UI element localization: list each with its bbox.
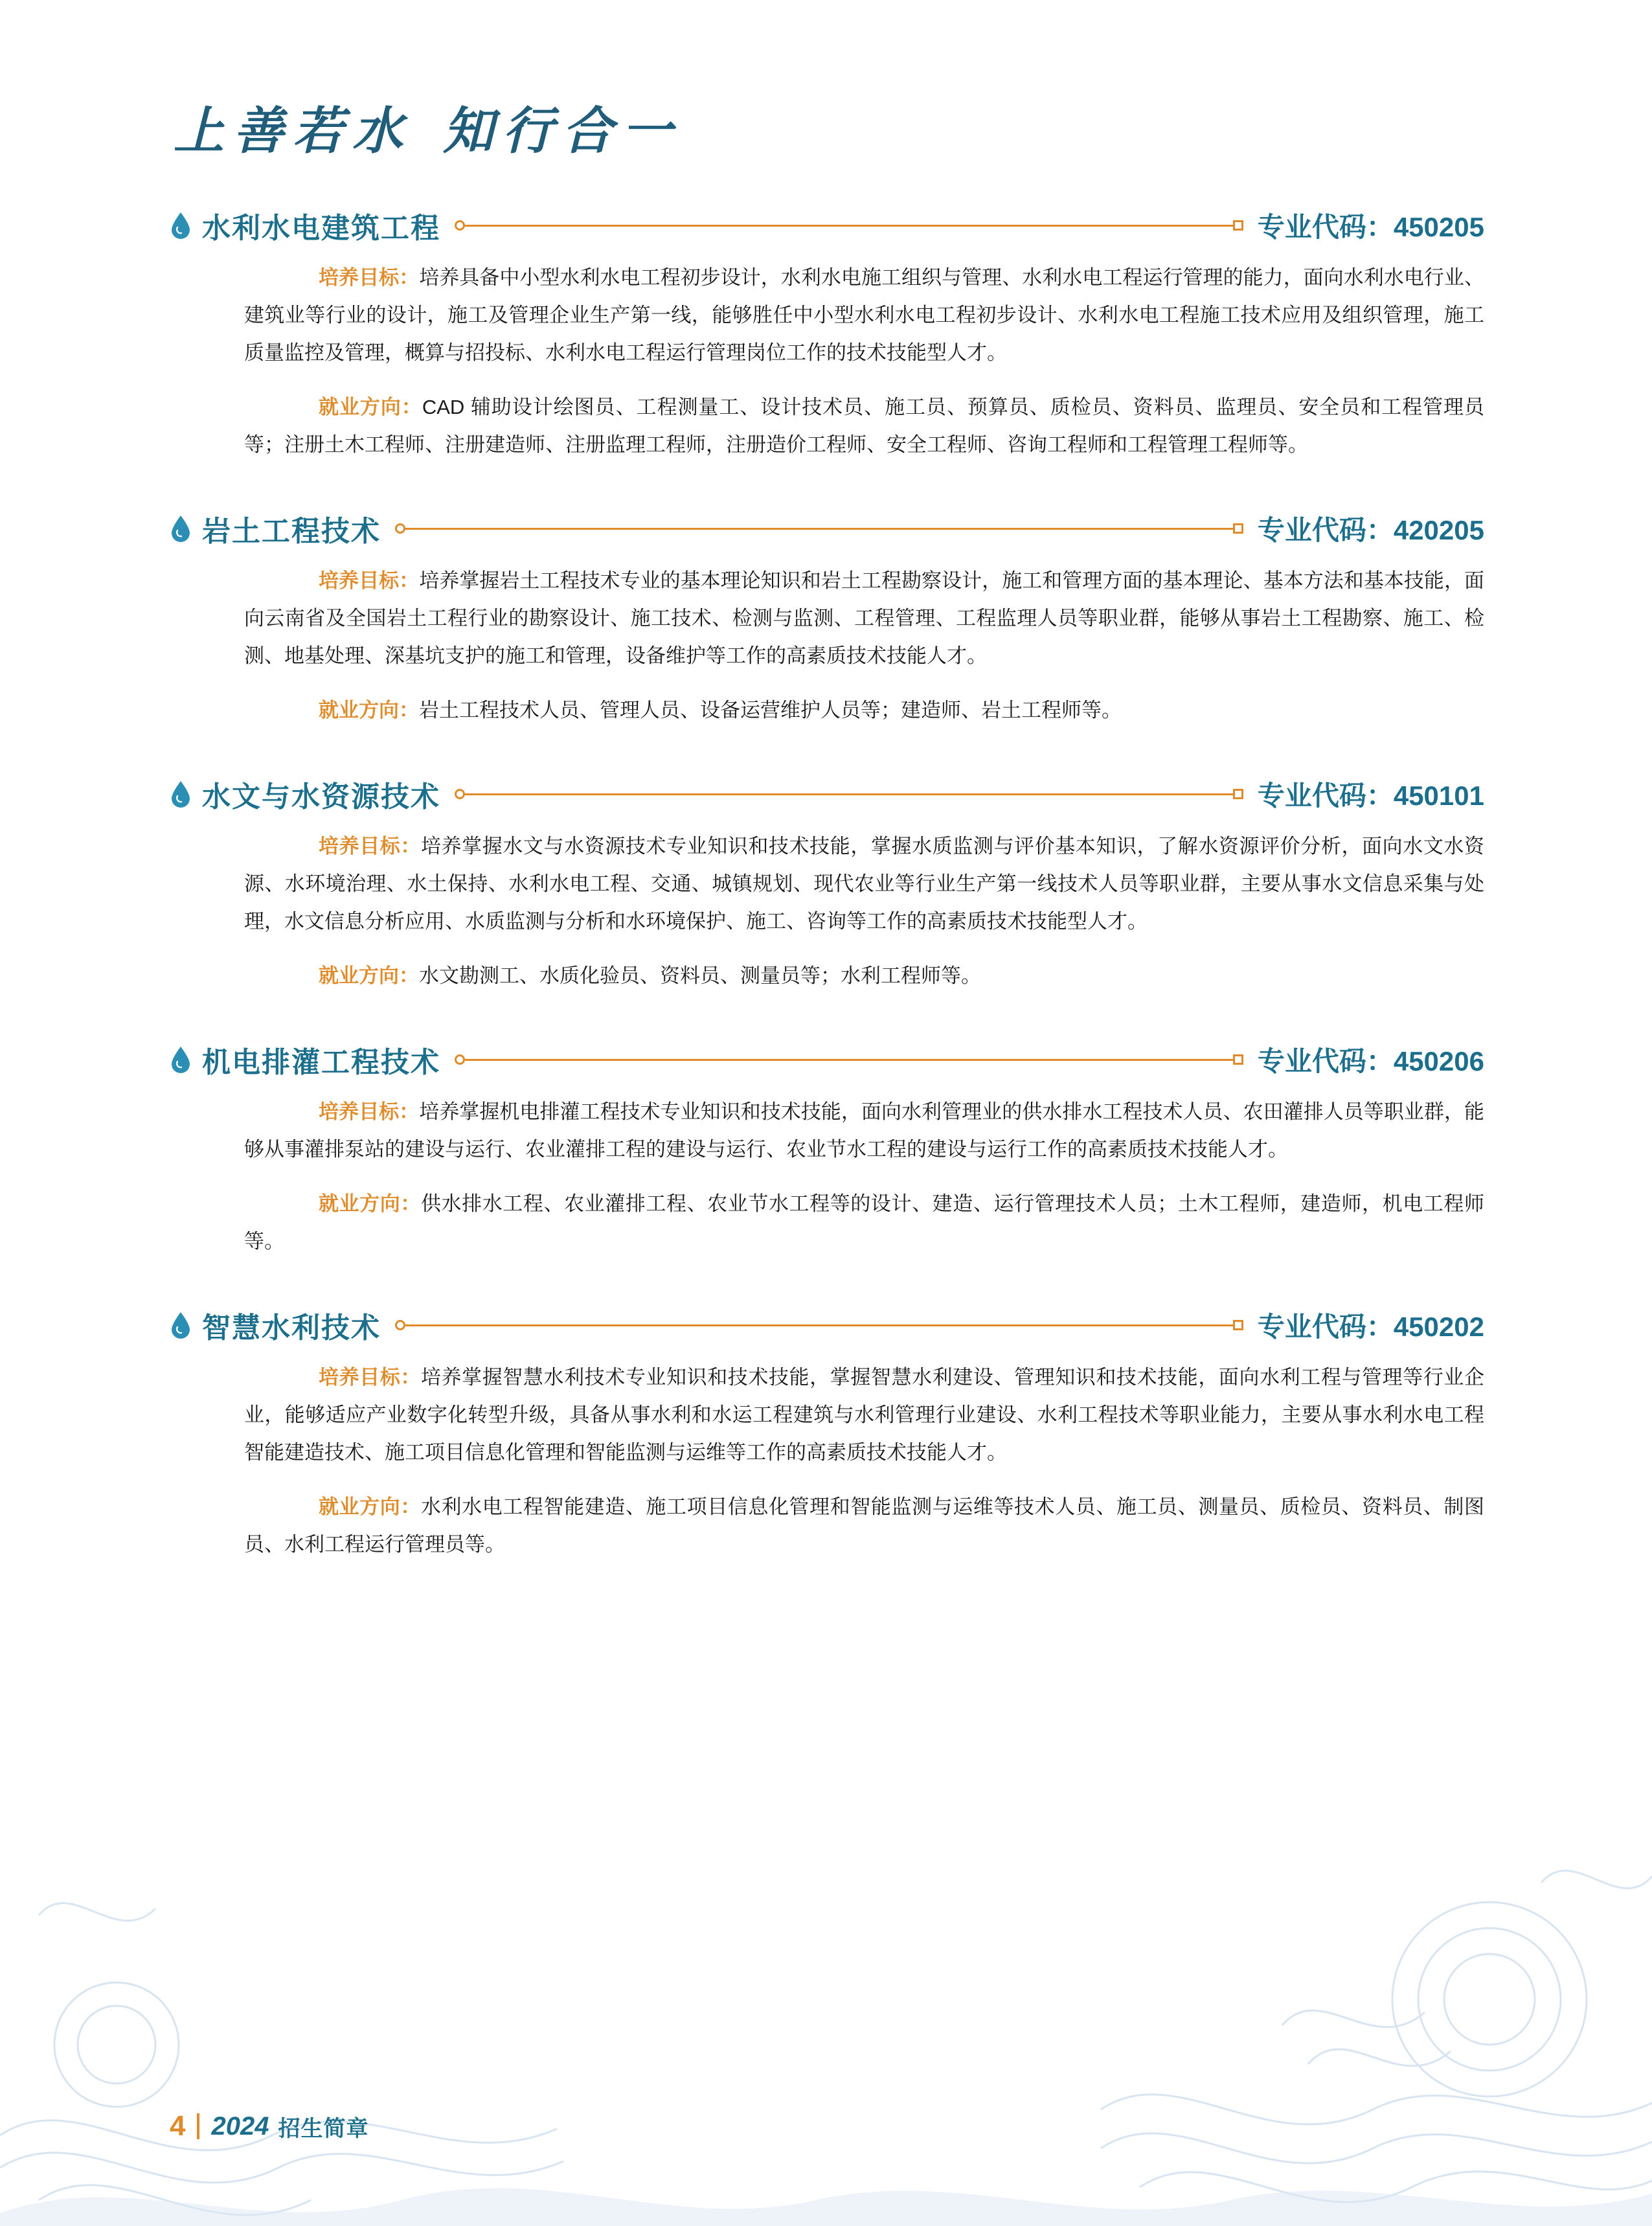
goal-text: 培养掌握机电排灌工程技术专业知识和技术技能，面向水利管理业的供水排水工程技术人员、农田灌排人员等职业群，能够从事灌排泵站的建设与运行、农业灌排工程的建设与运行、农业节水工程的建设与运行工作的高素质技术技能人才。: [244, 1100, 1485, 1161]
employment-text: 供水排水工程、农业灌排工程、农业节水工程等的设计、建造、运行管理技术人员；土木工程师，建造师，机电工程师等。: [244, 1192, 1485, 1253]
major-code-prefix: 专业代码：: [1257, 515, 1394, 545]
goal-label: 培养目标：: [319, 1366, 421, 1389]
connector-end-square: [1233, 1054, 1243, 1065]
connector-rule: [405, 1324, 1233, 1326]
connector-start-dot: [395, 1320, 405, 1330]
major-header: [170, 776, 1484, 812]
majors-list: [170, 207, 1484, 1610]
goal-label: 培养目标：: [319, 1100, 420, 1123]
page-footer: [170, 2109, 368, 2143]
employment-label: 就业方向：: [319, 964, 419, 987]
connector-end-square: [1233, 523, 1243, 534]
major-code: [1258, 1306, 1484, 1345]
connector-start-dot: [455, 789, 465, 799]
connector-start-dot: [455, 1054, 465, 1065]
footer-label: 招生简章: [278, 2116, 369, 2141]
major-header: [170, 207, 1484, 244]
employment-text: 岩土工程技术人员、管理人员、设备运营维护人员等；建造师、岩土工程师等。: [419, 699, 1122, 721]
major-name: 岩土工程技术: [202, 516, 381, 547]
major-code-prefix: 专业代码：: [1257, 1312, 1394, 1342]
major-code-value: 420205: [1393, 515, 1484, 545]
major-header: [170, 1041, 1484, 1078]
major-code: [1258, 775, 1484, 813]
major-employment-paragraph: [170, 957, 1484, 995]
connector-end-square: [1233, 789, 1243, 799]
page-number: 4: [170, 2110, 186, 2142]
major-entry: [170, 1307, 1484, 1563]
major-code: [1258, 206, 1484, 245]
goal-text: 培养掌握水文与水资源技术专业知识和技术技能，掌握水质监测与评价基本知识，了解水资源评价分析，面向水文水资源、水环境治理、水土保持、水利水电工程、交通、城镇规划、现代农业等行业生产第一线技术人员等职业群，主要从事水文信息采集与处理，水文信息分析应用、水质监测与分析和水环境保护、施工、咨询等工作的高素质技术技能型人才。: [244, 835, 1485, 933]
major-header: [170, 510, 1484, 547]
water-drop-icon: [170, 780, 192, 808]
goal-label: 培养目标：: [319, 266, 420, 289]
major-entry: [170, 207, 1484, 464]
connector-line: [455, 1053, 1243, 1066]
major-name: 水利水电建筑工程: [202, 212, 440, 244]
employment-label: 就业方向：: [319, 396, 422, 418]
major-goal-paragraph: [170, 562, 1484, 675]
major-entry: [170, 1041, 1484, 1260]
connector-end-square: [1233, 1320, 1243, 1330]
connector-rule: [465, 1059, 1233, 1061]
major-goal-paragraph: [170, 1093, 1484, 1168]
employment-label: 就业方向：: [319, 1192, 421, 1215]
major-code-prefix: 专业代码：: [1257, 780, 1394, 811]
major-employment-paragraph: [170, 1488, 1484, 1563]
major-goal-paragraph: [170, 828, 1484, 940]
connector-line: [455, 788, 1243, 801]
major-code-prefix: 专业代码：: [1257, 212, 1394, 242]
major-goal-paragraph: [170, 1359, 1484, 1471]
employment-label: 就业方向：: [319, 1495, 421, 1518]
page-header-calligraphy: [174, 91, 681, 163]
goal-label: 培养目标：: [319, 835, 421, 857]
calligraphy-right: 知行合一: [443, 103, 682, 159]
major-code-value: 450205: [1393, 212, 1484, 242]
connector-rule: [465, 225, 1233, 227]
major-code: [1258, 509, 1484, 548]
major-code-value: 450206: [1393, 1046, 1484, 1076]
major-name: 水文与水资源技术: [202, 781, 440, 813]
goal-text: 培养掌握智慧水利技术专业知识和技术技能，掌握智慧水利建设、管理知识和技术技能，面向水利工程与管理等行业企业，能够适应产业数字化转型升级，具备从事水利和水运工程建筑与水利管理行业建设、水利工程技术等职业能力，主要从事水利水电工程智能建造技术、施工项目信息化管理和智能监测与运维等工作的高素质技术技能人才。: [244, 1366, 1485, 1464]
major-employment-paragraph: [170, 692, 1484, 729]
major-code: [1258, 1040, 1484, 1079]
major-name: 智慧水利技术: [202, 1312, 381, 1344]
water-drop-icon: [170, 1046, 192, 1073]
major-code-value: 450202: [1393, 1312, 1484, 1342]
footer-year: 2024: [211, 2111, 269, 2141]
employment-text: CAD 辅助设计绘图员、工程测量工、设计技术员、施工员、预算员、质检员、资料员、监理员、安全员和工程管理员等；注册土木工程师、注册建造师、注册监理工程师，注册造价工程师、安全工程师、咨询工程师和工程管理工程师等。: [244, 396, 1484, 456]
goal-label: 培养目标：: [319, 569, 420, 592]
major-header: [170, 1307, 1484, 1343]
connector-line: [395, 522, 1243, 535]
connector-rule: [465, 793, 1233, 795]
major-goal-paragraph: [170, 259, 1484, 372]
connector-line: [455, 219, 1243, 232]
footer-divider: [197, 2113, 199, 2139]
major-code-prefix: 专业代码：: [1257, 1046, 1394, 1076]
connector-start-dot: [395, 523, 405, 534]
connector-start-dot: [455, 220, 465, 231]
connector-rule: [405, 528, 1233, 530]
major-entry: [170, 776, 1484, 995]
water-drop-icon: [170, 515, 192, 542]
major-entry: [170, 510, 1484, 729]
major-code-value: 450101: [1393, 780, 1484, 811]
employment-label: 就业方向：: [319, 699, 419, 721]
major-employment-paragraph: [170, 389, 1484, 464]
calligraphy-left: 上善若水: [174, 103, 413, 159]
connector-line: [395, 1319, 1243, 1332]
major-name: 机电排灌工程技术: [202, 1047, 440, 1078]
connector-end-square: [1233, 220, 1243, 231]
water-drop-icon: [170, 212, 192, 239]
goal-text: 培养掌握岩土工程技术专业的基本理论知识和岩土工程勘察设计，施工和管理方面的基本理论、基本方法和基本技能，面向云南省及全国岩土工程行业的勘察设计、施工技术、检测与监测、工程管理、工程监理人员等职业群，能够从事岩土工程勘察、施工、检测、地基处理、深基坑支护的施工和管理，设备维护等工作的高素质技术技能人才。: [244, 569, 1485, 667]
goal-text: 培养具备中小型水利水电工程初步设计，水利水电施工组织与管理、水利水电工程运行管理的能力，面向水利水电行业、建筑业等行业的设计，施工及管理企业生产第一线，能够胜任中小型水利水电工程初步设计、水利水电工程施工技术应用及组织管理，施工质量监控及管理，概算与招投标、水利水电工程运行管理岗位工作的技术技能型人才。: [244, 266, 1485, 364]
water-drop-icon: [170, 1312, 192, 1339]
employment-text: 水利水电工程智能建造、施工项目信息化管理和智能监测与运维等技术人员、施工员、测量员、质检员、资料员、制图员、水利工程运行管理员等。: [244, 1495, 1485, 1556]
major-employment-paragraph: [170, 1185, 1484, 1260]
employment-text: 水文勘测工、水质化验员、资料员、测量员等；水利工程师等。: [419, 964, 981, 987]
